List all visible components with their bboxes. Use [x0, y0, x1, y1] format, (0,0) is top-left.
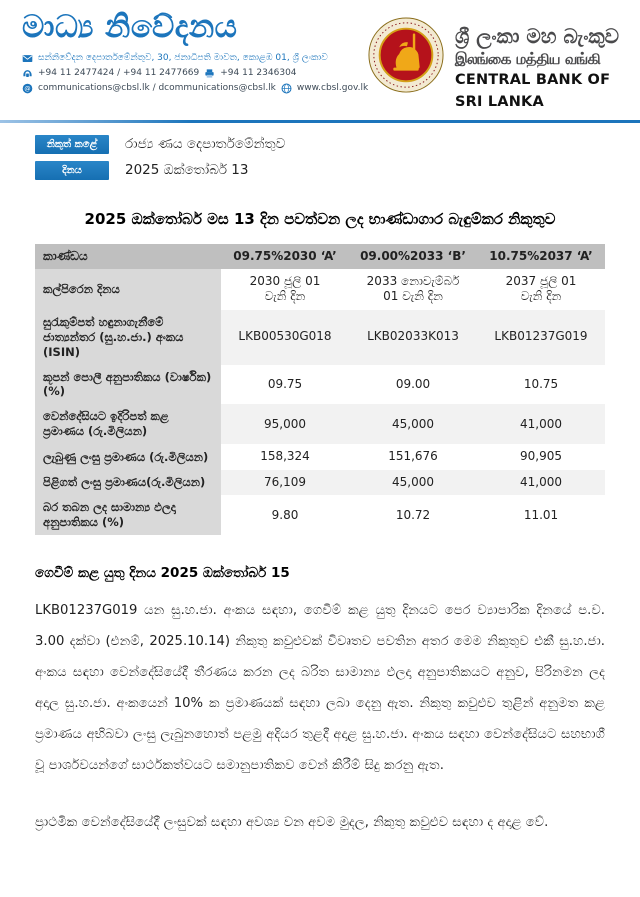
phone-numbers: +94 11 2477424 / +94 11 2477669: [38, 68, 200, 79]
row-value: 10.75: [477, 365, 605, 405]
masthead-left: [22, 10, 367, 114]
row-label: වෙන්දේසියට ඉදිරිපත් කළ ප්‍රමාණය (රු.මිලියන): [35, 404, 221, 444]
row-value: 09.75: [221, 365, 349, 405]
phone-icon: [22, 68, 33, 79]
address-line: [22, 53, 367, 64]
row-label: කූපන් පොලී අනුපාතිකය (වාර්ෂික) (%): [35, 365, 221, 405]
table-header-row: [35, 244, 605, 269]
bank-name-english: CENTRAL BANK OF SRI LANKA: [455, 72, 611, 110]
masthead: [0, 0, 640, 114]
table-header-bond-1: 09.75%2030 ‘A’: [221, 244, 349, 269]
table-header-bond-3: 10.75%2037 ‘A’: [477, 244, 605, 269]
email-addresses: communications@cbsl.lk / dcommunications@cbsl.lk: [38, 83, 276, 94]
row-label: පිළිගත් ලංසු ප්‍රමාණය(රු.මිලියන): [35, 470, 221, 496]
row-value: 158,324: [221, 444, 349, 470]
bank-name-tamil: இலங்கை மத்திய வங்கி: [455, 50, 601, 68]
row-value: 10.72: [349, 495, 477, 535]
issued-by-row: [35, 135, 605, 154]
row-label: කල්පිරෙන දිනය: [35, 269, 221, 310]
fax-icon: [204, 68, 215, 79]
issued-by-value: රාජ්‍ය ණය දෙපාර්තමේන්තුව: [125, 136, 286, 152]
masthead-title: මාධ්‍ය නිවේදනය: [22, 9, 238, 45]
bank-name-sinhala: ශ්‍රී ලංකා මහ බැංකුව: [455, 24, 620, 48]
table-row: [35, 470, 605, 496]
issued-by-label: නිකුත් කළේ: [35, 135, 109, 154]
table-header-bond-2: 09.00%2033 ‘B’: [349, 244, 477, 269]
row-value: 45,000: [349, 404, 477, 444]
body-paragraph-1: LKB01237G019 යන සු.හ.ජා. අංකය සඳහා, ගෙවීම් කළ යුතු දිනයට පෙර ව්‍යාපාරික දිනයේ ප.ව. 3.00 දක්වා (එනම්, 2025.10.14) නිකුතු කවුළුවක් විවෘතව පවතින අතර මෙම නිකුතුව එකී සු.හ.ජා. අංකය සඳහා වෙන්දේසියේදී තීරණය කරන ලද බරිත සාමාන්‍ය ඵලදා අනුපාතිකයට අනුව, පිරිනමන ලද අදාල සු.හ.ජා. අංකයෙන් 10% ක ප්‍රමාණයක් සඳහා ලබා දෙනු ඇත. නිකුතු කවුළුව තුළින් අනුමත කළ ප්‍රමාණය අභිබවා ලංසු ලැබුනහොත් පළමු අදියර තුළදී අදාළ සු.හ.ජා. අංකය සඳහා වෙන්දේසියට සහභාගී වූ පාර්ශවයන්ගේ සාර්ථකත්වයට සමානුපාතිකව වෙන් කිරීම් සිදු කරනු ඇත.: [35, 603, 605, 774]
table-row: [35, 310, 605, 365]
globe-icon: [281, 83, 292, 94]
row-value: 09.00: [349, 365, 477, 405]
cbsl-logo: [367, 16, 445, 96]
row-value: 2037 ජූලි 01 වැනි දින: [477, 269, 605, 310]
address-text: සන්නිවේදන දෙපාර්තමේන්තුව, 30, ජනාධිපති මාවත, කොළඹ 01, ශ්‍රී ලංකාව: [38, 53, 328, 64]
table-row: [35, 404, 605, 444]
row-value: 41,000: [477, 404, 605, 444]
table-row: [35, 495, 605, 535]
body-paragraph-2: ප්‍රාථමික වෙන්දේසියේදී ලංසුවක් සඳහා අවශ්‍ය වන අවම මුදල, නිකුතු කවුළුව සඳහා ද අදාළ වේ.: [35, 815, 549, 831]
fax-number: +94 11 2346304: [220, 68, 297, 79]
row-value: 11.01: [477, 495, 605, 535]
table-row: [35, 444, 605, 470]
row-value: 95,000: [221, 404, 349, 444]
row-value: 2033 නොවැම්බර් 01 වැනි දින: [349, 269, 477, 310]
row-label: බර තබන ලද සාමාන්‍ය ඵලදා අනුපාතිකය (%): [35, 495, 221, 535]
envelope-icon: [22, 53, 33, 64]
row-label: සුරැකුම්පත් හඳුනාගැනීමේ ජාත්‍යන්තර (සු.හ.ජා.) අංකය (ISIN): [35, 310, 221, 365]
meta-section: [0, 123, 640, 180]
row-value: LKB01237G019: [477, 310, 605, 365]
email-at-icon: [22, 83, 33, 94]
settlement-date-heading: ගෙවීම් කළ යුතු දිනය 2025 ඔක්තෝබර් 15: [35, 565, 290, 582]
row-value: LKB02033K013: [349, 310, 477, 365]
row-value: LKB00530G018: [221, 310, 349, 365]
table-header-series: කාණ්ඩය: [35, 244, 221, 269]
row-value: 90,905: [477, 444, 605, 470]
date-row: [35, 161, 605, 180]
table-row: [35, 269, 605, 310]
row-value: 2030 ජූලි 01 වැනි දින: [221, 269, 349, 310]
bank-name-block: [455, 16, 620, 114]
date-label: දිනය: [35, 161, 109, 180]
email-line: [22, 83, 367, 94]
row-value: 9.80: [221, 495, 349, 535]
row-value: 45,000: [349, 470, 477, 496]
document-title: 2025 ඔක්තෝබර් මස 13 දින පවත්වන ලද භාණ්ඩාගාර බැඳුම්කර නිකුතුව: [84, 209, 556, 228]
row-value: 76,109: [221, 470, 349, 496]
phone-line: [22, 68, 367, 79]
row-value: 41,000: [477, 470, 605, 496]
svg-text:@: @: [24, 85, 31, 93]
website-url: www.cbsl.gov.lk: [296, 83, 369, 94]
date-value: 2025 ඔක්තෝබර් 13: [125, 162, 249, 178]
row-value: 151,676: [349, 444, 477, 470]
table-row: [35, 365, 605, 405]
masthead-right: [367, 10, 620, 114]
row-label: ලැබුණු ලංසු ප්‍රමාණය (රු.මිලියන): [35, 444, 221, 470]
bond-auction-table: [35, 244, 605, 536]
